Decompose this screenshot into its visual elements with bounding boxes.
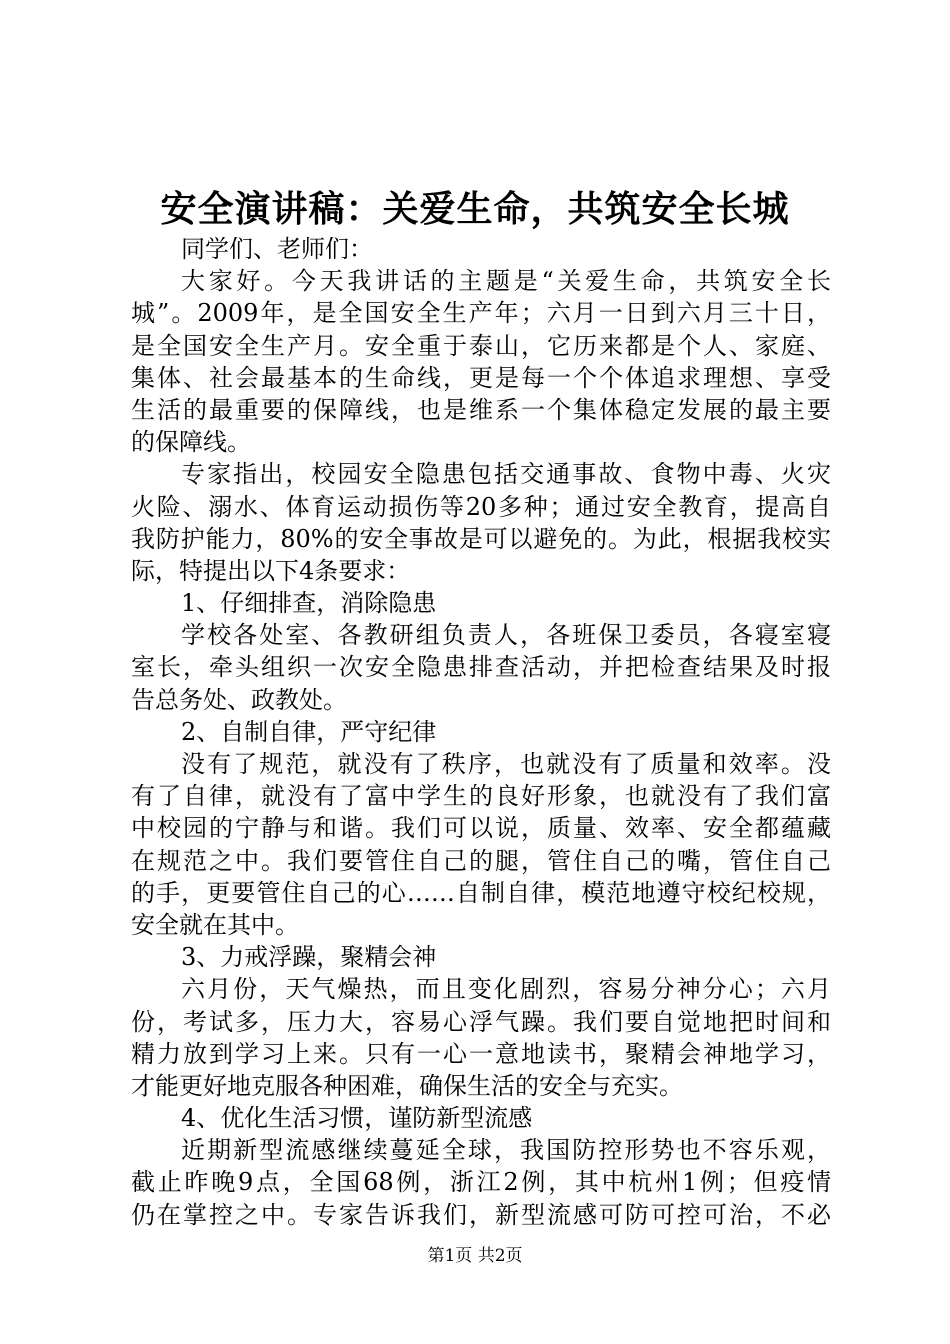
text-line: 安全就在其中。 <box>131 910 299 939</box>
text-line: 的保障线。 <box>131 428 251 457</box>
text-line: 集体、社会最基本的生命线，更是每一个个体追求理想、享受 <box>131 363 831 392</box>
text-line: 才能更好地克服各种困难，确保生活的安全与充实。 <box>131 1071 683 1100</box>
text-line: 近期新型流感继续蔓延全球，我国防控形势也不容乐观， <box>181 1136 831 1165</box>
text-line: 学校各处室、各教研组负责人，各班保卫委员，各寝室寝 <box>181 621 831 650</box>
text-line: 4、优化生活习惯，谨防新型流感 <box>181 1104 533 1133</box>
text-line: 火险、溺水、体育运动损伤等20多种；通过安全教育，提高自 <box>131 492 831 521</box>
text-line: 城”。2009年，是全国安全生产年；六月一日到六月三十日， <box>131 299 831 328</box>
text-line: 份，考试多，压力大，容易心浮气躁。我们要自觉地把时间和 <box>131 1007 831 1036</box>
text-line: 是全国安全生产月。安全重于泰山，它历来都是个人、家庭、 <box>131 331 831 360</box>
text-line: 告总务处、政教处。 <box>131 685 347 714</box>
text-line: 六月份，天气燥热，而且变化剧烈，容易分神分心；六月 <box>181 975 831 1004</box>
text-line: 生活的最重要的保障线，也是维系一个集体稳定发展的最主要 <box>131 395 831 424</box>
text-line: 的手，更要管住自己的心……自制自律，模范地遵守校纪校规， <box>131 878 831 907</box>
text-line: 有了自律，就没有了富中学生的良好形象，也就没有了我们富 <box>131 782 831 811</box>
text-line: 中校园的宁静与和谐。我们可以说，质量、效率、安全都蕴藏 <box>131 814 831 843</box>
text-line: 大家好。今天我讲话的主题是“关爱生命，共筑安全长 <box>181 267 831 296</box>
text-line: 1、仔细排查，消除隐患 <box>181 589 437 618</box>
text-line: 专家指出，校园安全隐患包括交通事故、食物中毒、火灾 <box>181 460 831 489</box>
text-line: 精力放到学习上来。只有一心一意地读书，聚精会神地学习， <box>131 1039 831 1068</box>
text-line: 同学们、老师们： <box>181 235 373 263</box>
page-footer: 第1页 共2页 <box>427 1246 523 1266</box>
document-body <box>131 233 831 1231</box>
text-line: 室长，牵头组织一次安全隐患排查活动，并把检查结果及时报 <box>131 653 831 682</box>
text-line: 截止昨晚9点，全国68例，浙江2例，其中杭州1例；但疫情 <box>131 1168 831 1197</box>
text-line: 没有了规范，就没有了秩序，也就没有了质量和效率。没 <box>181 750 831 778</box>
text-line: 际，特提出以下4条要求： <box>131 556 411 585</box>
text-line: 我防护能力，80%的安全事故是可以避免的。为此，根据我校实 <box>131 524 831 553</box>
document-title: 安全演讲稿：关爱生命，共筑安全长城 <box>160 189 790 230</box>
text-line: 仍在掌控之中。专家告诉我们，新型流感可防可控可治，不必 <box>131 1200 831 1229</box>
text-line: 3、力戒浮躁，聚精会神 <box>181 943 437 972</box>
text-line: 2、自制自律，严守纪律 <box>181 717 437 746</box>
text-line: 在规范之中。我们要管住自己的腿，管住自己的嘴，管住自己 <box>131 846 831 875</box>
